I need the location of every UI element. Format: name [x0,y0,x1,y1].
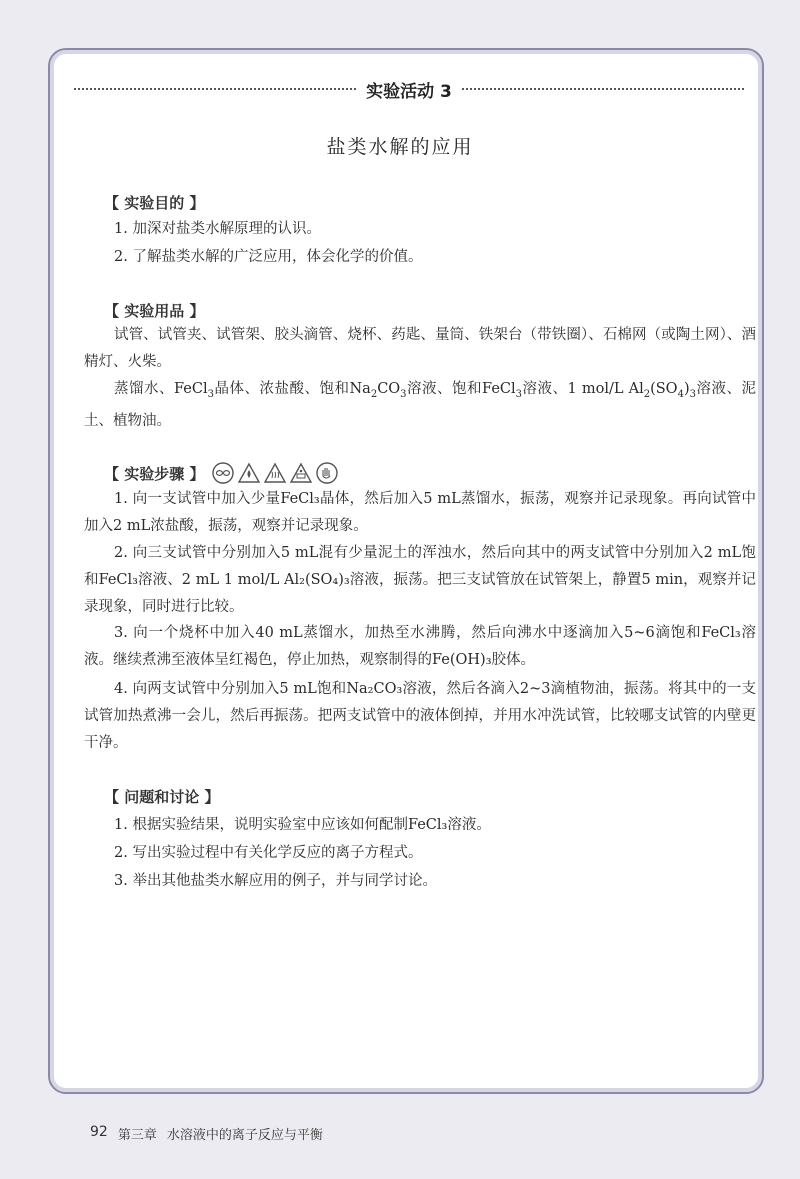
activity-title: 实验活动 3 [366,81,452,102]
corrosive-icon [290,462,312,484]
section-head-purpose: 【 实验目的 】 [104,194,205,212]
chapter-number: 第三章 [117,1128,157,1143]
reagent-text: 蒸馏水、FeCl [114,381,208,397]
hot-surface-icon [264,462,286,484]
purpose-item-2: 2. 了解盐类水解的广泛应用，体会化学的价值。 [114,249,423,265]
activity-header [74,76,744,102]
purpose-item-1: 1. 加深对盐类水解原理的认识。 [114,221,321,237]
chapter-title: 水溶液中的离子反应与平衡 [166,1128,323,1143]
reagent-text: CO [377,381,401,397]
section-head-supplies: 【 实验用品 】 [104,302,205,320]
reagent-text: 晶体、浓盐酸、饱和Na [213,381,371,397]
discussion-item-2: 2. 写出实验过程中有关化学反应的离子方程式。 [114,845,423,861]
dotted-rule-right [462,88,744,90]
hand-wash-icon [316,462,338,484]
steps-head-label: 【 实验步骤 】 [104,464,205,483]
safety-icons [212,462,338,484]
page-number: 92 [90,1124,108,1140]
reagent-text: 溶液、泥土、植物油。 [84,381,756,429]
page-title: 盐类水解的应用 [326,136,474,158]
reagent-text: 溶液、饱和FeCl [406,381,516,397]
goggles-icon [212,462,234,484]
step-2: 2. 向三支试管中分别加入5 mL混有少量泥土的浑浊水，然后向其中的两支试管中分别加入2 mL饱和FeCl₃溶液、2 mL 1 mol/L Al₂(SO₄)₃溶液，振荡。把三支试管放在试管架上，静置5 min，观察并记录现象，同时进行比较。 [84,545,756,615]
step-1: 1. 向一支试管中加入少量FeCl₃晶体，然后加入5 mL蒸馏水，振荡，观察并记录现象。再向试管中加入2 mL浓盐酸，振荡，观察并记录现象。 [84,491,756,534]
step-4: 4. 向两支试管中分别加入5 mL饱和Na₂CO₃溶液，然后各滴入2~3滴植物油，振荡。将其中的一支试管加热煮沸一会儿，然后再振荡。把两支试管中的液体倒掉，并用水冲洗试管，比较哪支试管的内壁更干净。 [84,681,756,751]
reagent-text: ) [683,381,690,397]
section-head-discussion: 【 问题和讨论 】 [104,788,220,806]
discussion-item-3: 3. 举出其他盐类水解应用的例子，并与同学讨论。 [114,873,437,889]
supplies-equipment: 试管、试管夹、试管架、胶头滴管、烧杯、药匙、量筒、铁架台（带铁圈）、石棉网（或陶土网）、酒精灯、火柴。 [84,327,756,370]
section-head-steps [104,462,338,484]
dotted-rule-left [74,88,356,90]
step-3: 3. 向一个烧杯中加入40 mL蒸馏水，加热至水沸腾，然后向沸水中逐滴加入5~6滴饱和FeCl₃溶液。继续煮沸至液体呈红褐色，停止加热，观察制得的Fe(OH)₃胶体。 [84,625,756,668]
reagent-text: (SO [650,381,678,397]
page-footer [90,1124,323,1143]
supplies-reagents: 蒸馏水、FeCl$_3$晶体、浓盐酸、饱和$Na_2CO_3$溶液、饱和FeCl$_3$溶液、1 mol/L $Al_2(SO_4)_3$溶液、泥土、植物油。 [84,381,756,429]
flame-warning-icon [238,462,260,484]
discussion-item-1: 1. 根据实验结果，说明实验室中应该如何配制FeCl₃溶液。 [114,817,491,833]
reagent-text: 溶液、1 mol/L Al [522,381,644,397]
